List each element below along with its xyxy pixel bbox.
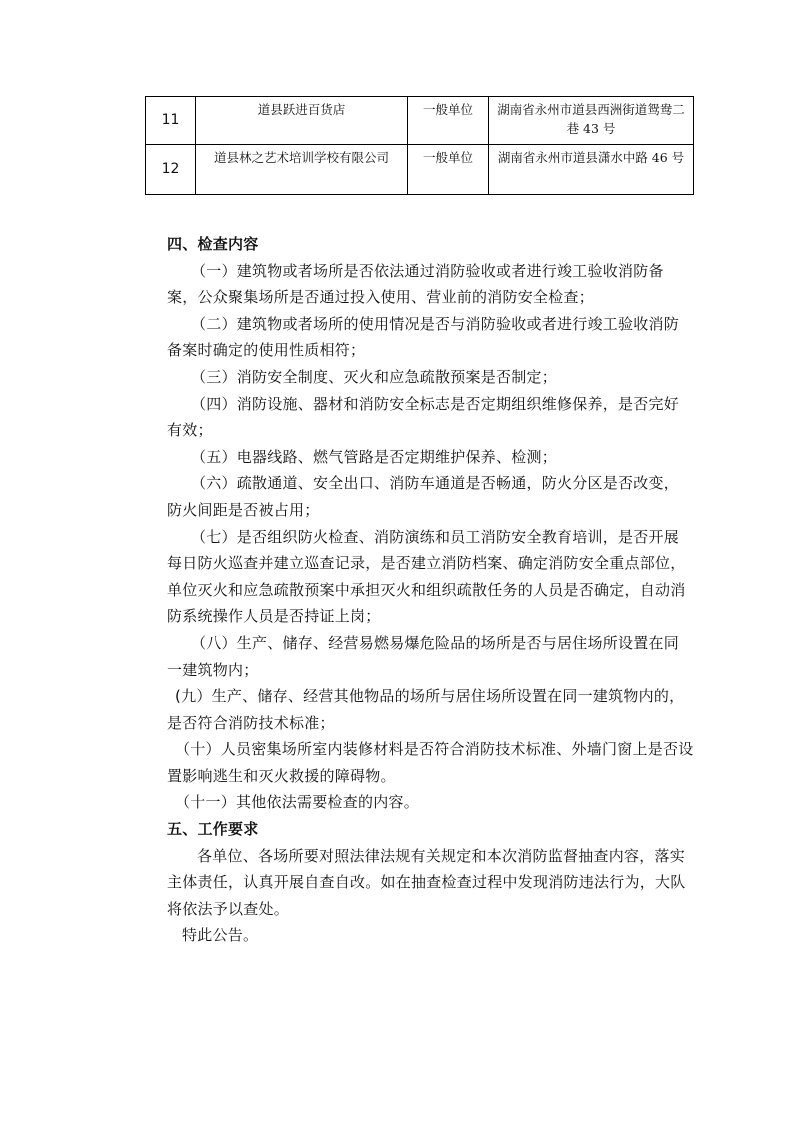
inspection-item: （七）是否组织防火检查、消防演练和员工消防安全教育培训，是否开展每日防火巡查并建立巡查记录，是否建立消防档案、确定消防安全重点部位，单位灭火和应急疏散预案中承担灭火和组织疏散任务的人员是否确定，自动消防系统操作人员是否持证上岗；	[167, 527, 686, 626]
unit-category: 一般单位	[408, 97, 489, 145]
unit-name: 道县林之艺术培训学校有限公司	[196, 145, 408, 195]
requirements-paragraph: 各单位、各场所要对照法律法规有关规定和本次消防监督抽查内容，落实主体责任，认真开展自查自改。如在抽查检查过程中发现消防违法行为，大队将依法予以查处。	[167, 846, 686, 918]
inspection-item: （八）生产、储存、经营易燃易爆危险品的场所是否与居住场所设置在同一建筑物内；	[167, 633, 680, 679]
row-number: 12	[146, 145, 196, 195]
inspection-item: （四）消防设施、器材和消防安全标志是否定期组织维修保养，是否完好有效；	[167, 394, 680, 440]
inspection-item: （六）疏散通道、安全出口、消防车通道是否畅通，防火分区是否改变，防火间距是否被占用；	[167, 474, 680, 519]
unit-category: 一般单位	[408, 145, 489, 195]
row-number: 11	[146, 97, 196, 145]
unit-name: 道县跃进百货店	[196, 97, 408, 145]
inspection-item: （十一）其他依法需要检查的内容。	[175, 793, 420, 812]
unit-table	[145, 96, 694, 195]
inspection-item: （十）人员密集场所室内装修材料是否符合消防技术标准、外墙门窗上是否设置影响逃生和灭火救援的障碍物。	[167, 740, 694, 785]
unit-address: 湖南省永州市道县潇水中路 46 号	[489, 145, 694, 195]
unit-address: 湖南省永州市道县西洲街道鸳鸯二巷 43 号	[489, 97, 694, 145]
closing-line: 特此公告。	[182, 926, 259, 945]
section-heading-inspection: 四、检查内容	[167, 235, 259, 253]
inspection-item: （二）建筑物或者场所的使用情况是否与消防验收或者进行竣工验收消防备案时确定的使用性质相符；	[167, 314, 680, 360]
table-row	[146, 145, 694, 195]
inspection-item: (九）生产、储存、经营其他物品的场所与居住场所设置在同一建筑物内的，是否符合消防技术标准；	[167, 687, 685, 732]
table-row	[146, 97, 694, 145]
section-heading-requirements: 五、工作要求	[167, 820, 259, 839]
inspection-item: （五）电器线路、燃气管路是否定期维护保养、检测；	[191, 447, 558, 466]
inspection-item: （一）建筑物或者场所是否依法通过消防验收或者进行竣工验收消防备案，公众聚集场所是否通过投入使用、营业前的消防安全检查；	[167, 261, 664, 307]
inspection-item: （三）消防安全制度、灭火和应急疏散预案是否制定；	[191, 367, 558, 386]
document-body	[167, 231, 694, 949]
